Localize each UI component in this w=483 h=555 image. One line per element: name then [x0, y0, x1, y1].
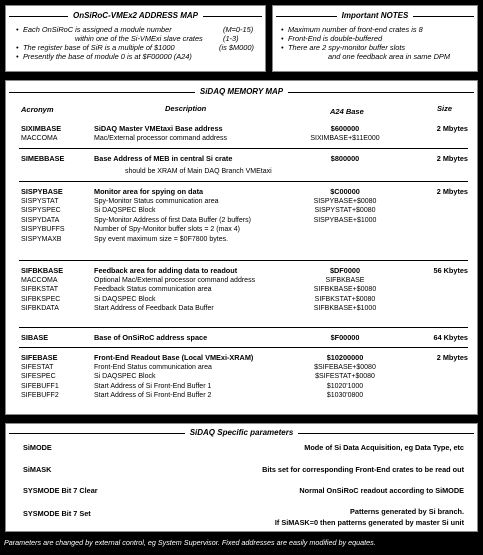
group-separator	[19, 327, 468, 328]
acronym-cell: MACCOMA	[21, 134, 58, 142]
param-key: SiMODE	[23, 443, 52, 452]
description-cell: Front-End Status communication area	[94, 363, 212, 371]
params-title: SiDAQ Specific parameters	[5, 428, 478, 437]
memory-map-row	[5, 216, 478, 225]
acronym-cell: SISPYMAXB	[21, 236, 62, 243]
acronym-cell: SIFBKDATA	[21, 305, 59, 313]
description-cell: Start Address of Si Front-End Buffer 1	[94, 382, 212, 390]
group-separator	[19, 260, 468, 261]
memory-map-row	[5, 276, 478, 285]
size-cell: 2 Mbytes	[436, 187, 468, 196]
acronym-cell: SISPYBUFFS	[21, 226, 65, 234]
address-bullet-2-note: (1-3)	[223, 34, 239, 43]
memory-map-row	[5, 372, 478, 381]
param-value: Patterns generated by Si branch.	[350, 507, 464, 516]
size-cell: 2 Mbytes	[436, 353, 468, 362]
base-cell: $SIFESTAT+$0080	[315, 373, 375, 381]
memory-map-row	[5, 382, 478, 391]
acronym-cell: SIBASE	[21, 333, 49, 342]
description-cell: Start Address of Feedback Data Buffer	[94, 305, 214, 313]
address-bullet-1: • Each OnSiRoC is assigned a module number	[23, 25, 172, 34]
description-cell: Spy event maximum size = $0F7800 bytes.	[94, 236, 229, 243]
param-value: Mode of Si Data Acquisition, eg Data Type, etc	[304, 443, 464, 452]
acronym-cell: SIFBKBASE	[21, 266, 64, 275]
memory-map-row	[5, 225, 478, 234]
acronym-cell: SISPYDATA	[21, 216, 60, 224]
memory-map-row	[5, 333, 478, 342]
memory-map-panel	[4, 79, 479, 416]
header-acronym: Acronym	[21, 105, 54, 114]
memory-map-row	[5, 235, 478, 244]
base-cell: SIFBKBASE+$1000	[313, 305, 377, 313]
acronym-cell: SIFBKSTAT	[21, 286, 59, 294]
acronym-cell: SIFEBUFF2	[21, 392, 59, 400]
base-cell: SISPYSTAT+$0080	[314, 207, 376, 215]
address-bullet-2: within one of the Si-VMExi slave crates	[75, 34, 203, 43]
description-cell: Start Address of Si Front-End Buffer 2	[94, 392, 212, 400]
header-description: Description	[165, 104, 207, 113]
size-cell: 64 Kbytes	[433, 333, 468, 342]
description-cell: Spy-Monitor Status communication area	[94, 197, 219, 205]
base-cell: $SIFEBASE+$0080	[314, 363, 376, 371]
description-cell: Optional Mac/External processor command address	[94, 276, 256, 284]
memory-map-row	[5, 206, 478, 215]
note-2: • Front-End is double-buffered	[288, 34, 382, 43]
header-size: Size	[437, 104, 453, 113]
group-separator	[19, 148, 468, 149]
params-panel	[4, 422, 479, 533]
acronym-cell: SISPYSPEC	[21, 207, 61, 215]
acronym-cell: SIFESTAT	[21, 363, 54, 371]
memory-map-row	[5, 353, 478, 362]
acronym-cell: SIMEBBASE	[21, 154, 65, 163]
memory-map-row	[5, 124, 478, 133]
address-bullet-4: • Presently the base of module 0 is at $F00000 (A24)	[23, 52, 192, 61]
param-key: SiMASK	[23, 465, 52, 474]
acronym-cell: SIXIMBASE	[21, 124, 62, 133]
size-cell: 2 Mbytes	[436, 154, 468, 163]
base-cell: SISPYBASE+$1000	[313, 216, 377, 224]
acronym-cell: SIFEBASE	[21, 353, 58, 362]
description-cell: should be XRAM of Main DAQ Branch VMEtaxi	[125, 168, 272, 175]
address-bullet-3: • The register base of SiR is a multiple of $1000	[23, 43, 175, 52]
acronym-cell: SISPYSTAT	[21, 197, 59, 205]
base-cell: SIFBKBASE	[325, 276, 365, 284]
description-cell: Si DAQSPEC Block	[94, 295, 156, 303]
description-cell: Spy-Monitor Address of first Data Buffer (2 buffers)	[94, 216, 251, 224]
base-cell: $C00000	[330, 187, 360, 196]
size-cell: 56 Kbytes	[433, 266, 468, 275]
base-cell: $F00000	[330, 333, 360, 342]
base-cell: SIFBKBASE+$0080	[313, 286, 377, 294]
address-bullet-3-note: (is $M000)	[219, 43, 254, 52]
memory-map-row	[5, 285, 478, 294]
memory-map-row	[5, 391, 478, 400]
memory-map-row	[5, 154, 478, 163]
group-separator	[19, 181, 468, 182]
base-cell: $1030'0800	[326, 392, 364, 400]
base-cell: SISPYBASE+$0080	[313, 197, 377, 205]
memory-map-row	[5, 187, 478, 196]
acronym-cell: SIFESPEC	[21, 373, 56, 381]
param-value: Normal OnSiRoC readout according to SiMODE	[299, 486, 464, 495]
description-cell: Base of OnSiRoC address space	[94, 333, 208, 342]
acronym-cell: SIFBKSPEC	[21, 295, 61, 303]
memory-map-row	[5, 363, 478, 372]
memory-map-title: SiDAQ MEMORY MAP	[5, 87, 478, 96]
note-4: and one feedback area in same DPM	[328, 52, 451, 61]
base-cell: SIFBKSTAT+$0080	[314, 295, 376, 303]
size-cell: 2 Mbytes	[436, 124, 468, 133]
address-bullet-1-note: (M=0-15)	[223, 25, 254, 34]
param-key: SYSMODE Bit 7 Set	[23, 509, 91, 518]
description-cell: Monitor area for spying on data	[94, 187, 204, 196]
base-cell: $600000	[330, 124, 360, 133]
notes-title: Important NOTES	[272, 11, 478, 20]
base-cell: $1020'1000	[326, 382, 364, 390]
footer-note: Parameters are changed by external control, eg System Supervisor. Fixed addresses are easily modified by equates.	[4, 538, 376, 547]
description-cell: Feedback Status communication area	[94, 286, 212, 294]
description-cell: Mac/External processor command address	[94, 134, 228, 142]
description-cell: Si DAQSPEC Block	[94, 207, 156, 215]
notes-panel	[271, 4, 479, 73]
param-value-line-2: If SiMASK=0 then patterns generated by master Si unit	[274, 518, 464, 527]
description-cell: Front-End Readout Base (Local VMExi-XRAM)	[94, 353, 254, 362]
acronym-cell: MACCOMA	[21, 276, 58, 284]
note-3: • There are 2 spy-monitor buffer slots	[288, 43, 405, 52]
group-separator	[19, 347, 468, 348]
memory-map-row	[5, 295, 478, 304]
description-cell: SiDAQ Master VMEtaxi Base address	[94, 124, 223, 133]
base-cell: SIXIMBASE+$11E000	[310, 134, 380, 142]
address-map-title: OnSiRoC-VMEx2 ADDRESS MAP	[5, 11, 266, 20]
memory-map-row	[5, 134, 478, 143]
memory-map-row	[5, 304, 478, 313]
address-map-panel	[4, 4, 267, 73]
memory-map-row	[5, 197, 478, 206]
param-key: SYSMODE Bit 7 Clear	[23, 486, 98, 495]
memory-map-row	[5, 266, 478, 275]
note-1: • Maximum number of front-end crates is 8	[288, 25, 423, 34]
description-cell: Base Address of MEB in central Si crate	[94, 154, 233, 163]
base-cell: $10200000	[326, 353, 364, 362]
param-value: Bits set for corresponding Front-End crates to be read out	[262, 465, 464, 474]
description-cell: Feedback area for adding data to readout	[94, 266, 238, 275]
description-cell: Si DAQSPEC Block	[94, 373, 156, 381]
acronym-cell: SISPYBASE	[21, 187, 63, 196]
acronym-cell: SIFEBUFF1	[21, 382, 59, 390]
base-cell: $DF0000	[329, 266, 361, 275]
base-cell: $800000	[330, 154, 360, 163]
header-base: A24 Base	[330, 107, 364, 116]
description-cell: Number of Spy-Monitor buffer slots = 2 (max 4)	[94, 226, 240, 234]
memory-map-row	[5, 167, 478, 176]
